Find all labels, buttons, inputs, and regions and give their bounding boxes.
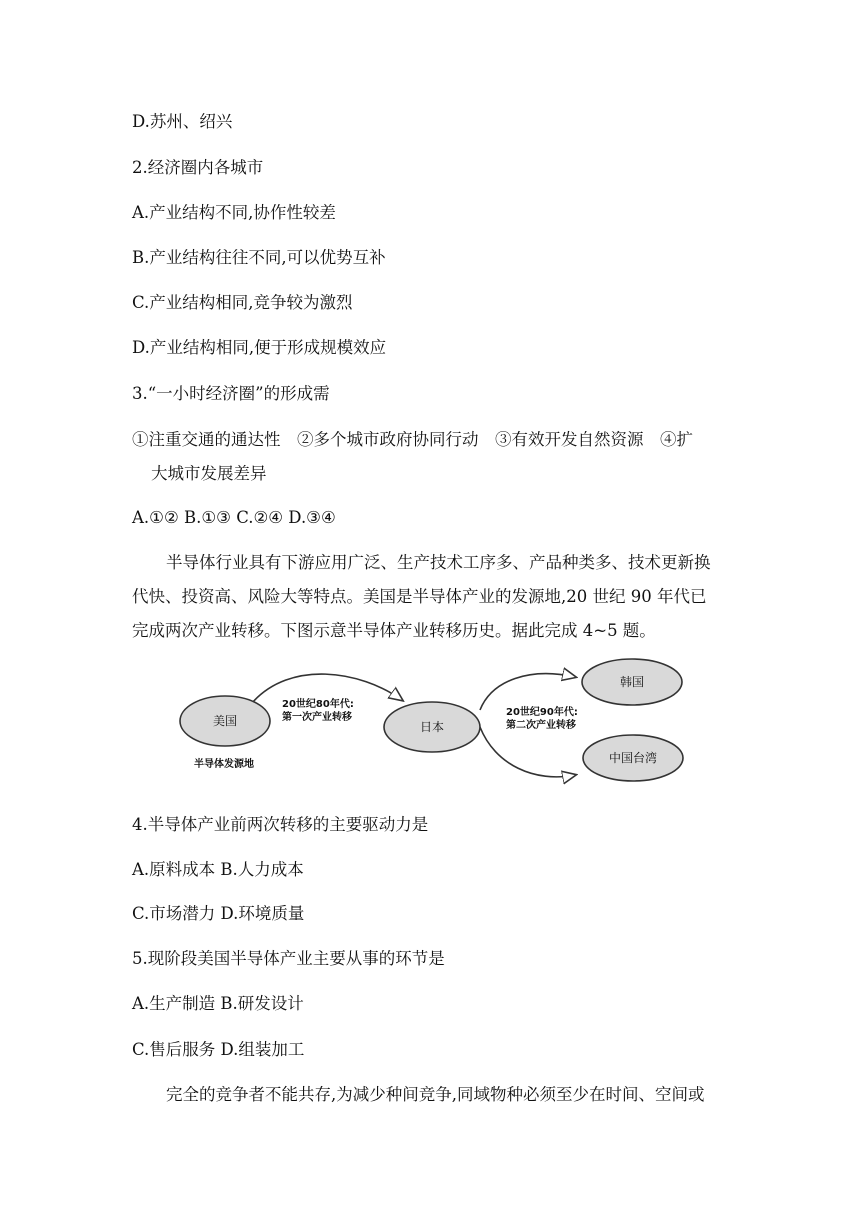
q3-options: A.①② B.①③ C.②④ D.③④ — [132, 508, 336, 527]
node-japan-label: 日本 — [419, 720, 445, 734]
passage-line-3: 完成两次产业转移。下图示意半导体产业转移历史。据此完成 4~5 题。 — [132, 621, 656, 640]
q3-stem: 3.“一小时经济圈”的形成需 — [132, 384, 330, 403]
q5-options-line2: C.售后服务 D.组装加工 — [132, 1040, 305, 1059]
passage-line-2: 代快、投资高、风险大等特点。美国是半导体产业的发源地,20 世纪 90 年代已 — [132, 587, 707, 606]
q2-option-d: D.产业结构相同,便于形成规模效应 — [132, 338, 387, 357]
q3-statements-line1: ①注重交通的通达性 ②多个城市政府协同行动 ③有效开发自然资源 ④扩 — [132, 430, 693, 449]
q4-options-line2: C.市场潜力 D.环境质量 — [132, 904, 305, 923]
q4-options-line1: A.原料成本 B.人力成本 — [132, 860, 304, 879]
passage-line-1: 半导体行业具有下游应用广泛、生产技术工序多、产品种类多、技术更新换 — [166, 553, 711, 572]
transfer2-line2: 第二次产业转移 — [506, 720, 576, 731]
transfer1-line1: 20世纪80年代: — [282, 699, 354, 710]
transfer2-line1: 20世纪90年代: — [506, 707, 578, 718]
node-korea-label: 韩国 — [619, 675, 645, 689]
q3-statements-line2: 大城市发展差异 — [151, 464, 267, 483]
q5-stem: 5.现阶段美国半导体产业主要从事的环节是 — [132, 949, 445, 968]
transfer-arrow-korea — [480, 674, 575, 710]
usa-caption: 半导体发源地 — [194, 759, 254, 770]
semiconductor-transfer-diagram — [170, 655, 690, 805]
q1-option-d: D.苏州、绍兴 — [132, 112, 233, 131]
q2-option-a: A.产业结构不同,协作性较差 — [132, 203, 336, 222]
transfer1-line2: 第一次产业转移 — [282, 712, 352, 723]
q4-stem: 4.半导体产业前两次转移的主要驱动力是 — [132, 815, 429, 834]
node-usa-label: 美国 — [212, 714, 238, 728]
q2-option-b: B.产业结构往往不同,可以优势互补 — [132, 248, 386, 267]
node-taiwan-label: 中国台湾 — [608, 751, 658, 765]
q5-options-line1: A.生产制造 B.研发设计 — [132, 994, 304, 1013]
next-passage-line-1: 完全的竞争者不能共存,为减少种间竞争,同域物种必须至少在时间、空间或 — [166, 1085, 705, 1104]
q2-stem: 2.经济圈内各城市 — [132, 158, 264, 177]
transfer-arrow-taiwan — [480, 727, 575, 777]
q2-option-c: C.产业结构相同,竞争较为激烈 — [132, 293, 353, 312]
